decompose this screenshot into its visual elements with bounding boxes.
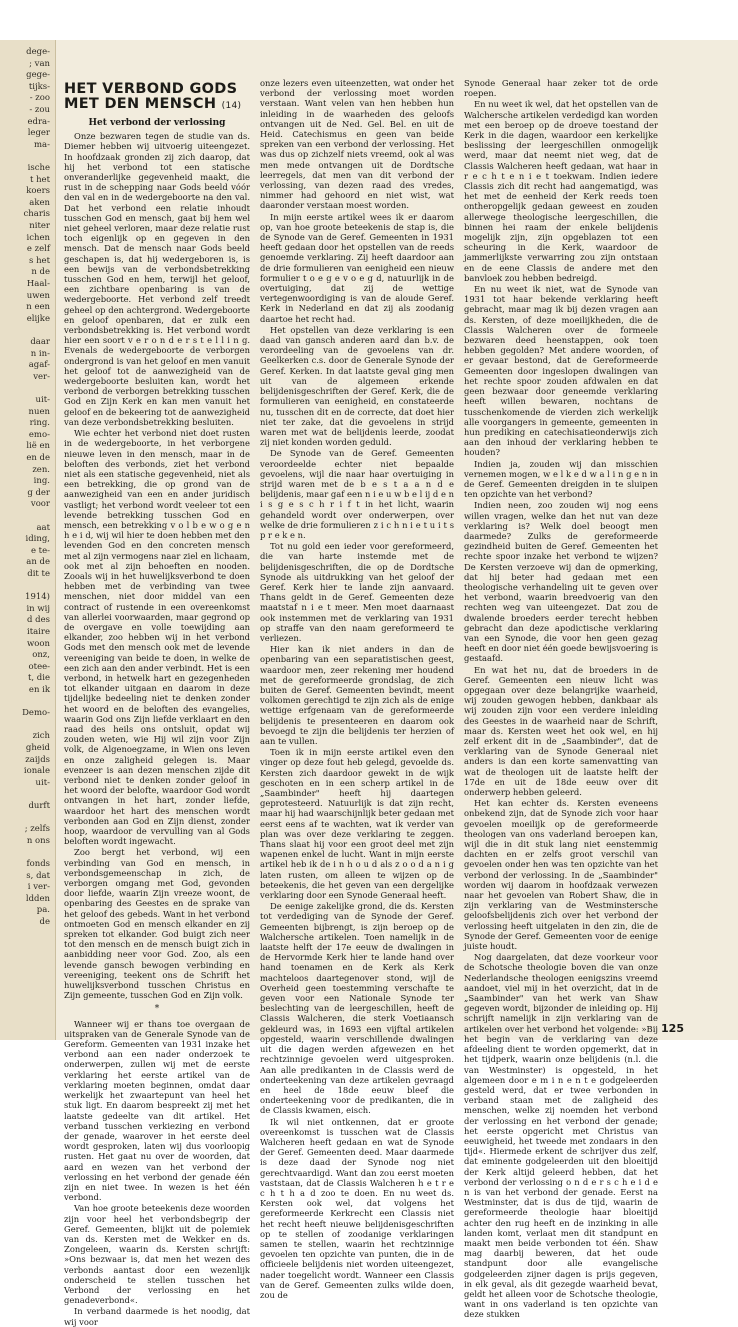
previous-page-margin <box>0 40 56 1040</box>
margin-fragment: 1914) <box>25 592 50 603</box>
margin-fragment: iding, <box>25 534 50 545</box>
margin-fragment: edra- <box>27 116 50 127</box>
margin-fragment: ma- <box>34 139 50 150</box>
page-number: 125 <box>661 1022 684 1035</box>
margin-fragment: nuen <box>28 406 50 417</box>
margin-fragment: itaire <box>26 627 50 637</box>
margin-fragment: uit- <box>35 395 50 405</box>
article-title-line-2: MET DEN MENSCH <box>64 96 217 112</box>
margin-fragment: uit- <box>35 777 50 788</box>
margin-fragment: aat <box>36 522 50 533</box>
paragraph: De Synode van de Geref. Gemeenten veroordeelde echter niet bepaalde gevoelens, wijl die naar haar overtuiging in strijd waren met de b e s t a a n d e belijdenis, maar gaf een n i e u w b e l ij d e n i s g e s c h r i f t in het licht, waarin gehandeld wordt over onderwerpen, over welke de drie formulieren z i c h n i e t u i t s p r e k e n. <box>260 448 454 540</box>
margin-fragment: otee- <box>28 661 50 672</box>
margin-fragment: koers <box>26 186 50 197</box>
paragraph: Wie echter het verbond niet doet rusten in de wedergeboorte, in het verborgene nieuwe leven in den mensch, maar in de beloften des verbonds, ziet het verbond niet als een statische gegevenheid, niet als een betrekking, die op grond van de aanwezigheid van een en ander juridisch vastligt; het verbond wordt veeleer tot een levende betrekking tusschen God en mensch, een betrekking v o l b e w o g e n h e i d, wij wil hier te doen hebben met den levenden God en den concreten mensch met al zijn vermogens naar ziel en lichaam, ook met al zijn behoeften en nooden. Zooals wij in het huwelijksverbond te doen hebben met de verbinding van twee menschen, niet door middel van een contract of rustende in een overeenkomst van allerlei voorwaarden, maar gegrond op de overgave en volle toewijding aan elkander, zoo hebben wij in het verbond Gods met den mensch ook met de levende vereeniging van beide te doen, in welke de een zich aan den ander verbindt. Het is een verbond, in hetwelk hart en gezegenheden tot elkander uitgaan en daarom in deze tijdelijke bedeeling niet te denken zonder het woord en de beloften des evangelies, waarin God ons Zijn liefde verklaart en den raad des heils ons ontsluit, opdat wij zouden weten, wie Hij wil zijn voor Zijn volk, de Algenoegzame, in Wien ons leven en onze zaligheid gelegen is. Maar evenzeer is aan dezen menschen zijde dit verbond niet te denken zonder geloof in het woord der belofte, waardoor God wordt ontvangen in het hart, zonder liefde, waardoor het hart des menschen wordt verbonden aan God en Zijn dienst, zonder hoop, waardoor de vervulling van al Gods beloften wordt ingewacht. <box>64 428 251 847</box>
margin-fragment: n de <box>31 267 50 278</box>
margin-fragment: e zelf <box>26 244 50 255</box>
paragraph: Toen ik in mijn eerste artikel even den vinger op deze fout heb gelegd, gevoelde ds. Kersten zich daardoor gewekt in de wijk geschoten en in een scherp artikel in de „Saambinder" heeft hij daartegen geprotesteerd. Natuurlijk is dat zijn recht, maar hij had waarschijnlijk beter gedaan met eerst eens af te wachten, wat ik verder van plan was over deze verklaring te zeggen. Thans slaat hij voor een groot deel met zijn wapenen enkel de lucht. Want in mijn eerste artikel heb ik de i n h o u d als z o o d a n i g laten rusten, om alleen te wijzen op de beteekenis, die het geven van een dergelijke verklaring door een Synode Generaal heeft. <box>260 747 454 901</box>
margin-fragment: durft <box>28 801 50 811</box>
paragraph: Tot nu gold een ieder voor gereformeerd, die van harte instemde met de belijdenisgeschriften, die op de Dordtsche Synode als uitdrukking van het geloof der Geref. Kerk hier te lande zijn aanvaard. Thans geldt in de Geref. Gemeenten deze maatstaf n i e t meer. Men moet daarnaast ook instemmen met de verklaring van 1931 op straffe van den naam gereformeerd te verliezen. <box>260 541 454 643</box>
margin-fragment: ionale <box>23 766 50 777</box>
margin-fragment: n ons <box>26 835 50 846</box>
journal-page <box>56 40 738 1327</box>
margin-fragment: zen. <box>32 464 50 475</box>
margin-fragment: ing. <box>33 476 50 487</box>
paragraph: Nog daargelaten, dat deze voorkeur voor de Schotsche theologie boven die van onze Nederlandsche theologen eenigszins vreemd aandoet, viel mij in het overzicht, dat in de „Saambinder" van het werk van Shaw gegeven wordt, bijzonder de inleiding op. Hij schrijft namelijk in zijn verklaring van de artikelen over het verbond het volgende: »Bij het begin van de verklaring van deze afdeeling dient te worden opgemerkt, dat in het tijdperk, waarin onze belijdenis (n.l. die van Westminster) is opgesteld, in het algemeen door e m i n e n t e godgeleerden gesteld werd, dat er twee verbonden in verband staan met de zaligheid des menschen, welke zij noemden het verbond der verlossing en het verbond der genade; het eerste opgericht met Christus van eeuwigheid, het tweede met zondaars in den tijd«. Hiermede erkent de schrijver dus zelf, dat eminente godgeleerden uit den bloeitijd der Kerk altijd geleerd hebben, dat het verbond der verlossing o n d e r s c h e i d e n is van het verbond der genade. Eerst na Westminster, dat is dus de tijd, waarin de gereformeerde theologie haar bloeitijd achter den rug heeft en de inzinking in alle landen komt, verlaat men dit standpunt en maakt men beide verbonden tot één. Shaw mag daarbij beweren, dat het oude standpunt door alle evangelische godgeleerden zijner dagen is prijs gegeven, in elk geval, als dit gezegde waarheid bevat, geldt het alleen voor de Schotsche theologie, want in ons vaderland is ten opzichte van deze stukken <box>464 952 658 1320</box>
margin-fragment: emo- <box>28 429 50 440</box>
margin-fragment: - zou <box>29 105 50 115</box>
margin-fragment: ldden <box>25 893 50 904</box>
margin-fragment: lië en <box>26 441 50 452</box>
margin-fragment: pa. <box>36 905 50 916</box>
paragraph: Ik wil niet ontkennen, dat er groote overeenkomst is tusschen wat de Classis Walcheren heeft gedaan en wat de Synode der Geref. Gemeenten deed. Maar daarmede is deze daad der Synode nog niet gerechtvaardigd. Want dan zou eerst moeten vaststaan, dat de Classis Walcheren h e t r e c h t h a d zoo te doen. En nu weet ds. Kersten ook wel, dat volgens het gereformeerde Kerkrecht een Classis niet het recht heeft nieuwe belijdenisgeschriften op te stellen of zoodanige verklaringen samen te stellen, waarin het rechtzinnige gevoelen ten opzichte van punten, die in de officieele belijdenis niet worden uiteengezet, nader toegelicht wordt. Wanneer een Classis van de Geref. Gemeenten zulks wilde doen, zou de <box>260 1116 454 1300</box>
margin-fragment: e te- <box>30 545 50 556</box>
margin-fragment: zaijds <box>25 754 50 765</box>
margin-fragment: an de <box>26 557 50 568</box>
margin-fragment: Haal- <box>26 279 50 289</box>
margin-fragment: Demo- <box>22 708 50 719</box>
paragraph: Indien ja, zouden wij dan misschien vernemen mogen, w e l k e d w a l i n g e n in de Geref. Gemeenten dreigden in te sluipen ten opzichte van het verbond? <box>464 458 658 500</box>
margin-fragment: agaf- <box>28 360 50 371</box>
paragraph: Zoo bergt het verbond, wij een verbinding van God en mensch, in verbondsgemeenschap in zich, de verborgen omgang met God, gevonden door liefde, waarin Zijn vreeze woont, de openbaring des Geestes en de sprake van het geloof des gebeds. Want in het verbond ontmoeten God en mensch elkander en zij spreken tot elkander. God buigt zich neer tot den mensch en de mensch buigt zich in aanbidding neer voor God. Zoo, als een levende gansch bewogen verbinding en vereeniging, teekent ons de Schrift het huwelijksverbond tusschen Christus en Zijn gemeente, tusschen God en Zijn volk. <box>64 847 250 1001</box>
paragraph: In mijn eerste artikel wees ik er daarom op, van hoe groote beteekenis de stap is, die de Synode van de Geref. Gemeenten in 1931 heeft gedaan door het opstellen van de reeds genoemde verklaring. Zij heeft daardoor aan de drie formulieren van eenigheid een nieuw formulier t o e g e v o e g d, natuurlijk in de overtuiging, dat zij de wettige vertegenwoordiging is van de aloude Geref. Kerk in Nederland en dat zij als zoodanig daartoe het recht had. <box>260 211 454 324</box>
paragraph: Indien neen, zoo zouden wij nog eens willen vragen, welke dan het nut van deze verklaring is? Welk doel beoogt men daarmede? Zulks de gereformeerde gezindheid buiten de Geref. Gemeenten het rechte spoor inzake het verbond te wijzen? De Kersten verzoeve wij dan de opmerking, dat hij beter had gedaan met een theologische verhandeling uit te geven over het verbond, waarin breedvoerig van den rechten weg van uiteengezet. Dat zou de dwalende broeders eerder terecht hebben gebracht dan deze apodictische verklaring van een Synode, die voor hen geen gezag heeft en door niet één goede bewijsvoering is gestaafd. <box>464 500 658 664</box>
margin-fragment: niter <box>29 221 50 231</box>
margin-fragment: uwen <box>26 290 50 301</box>
margin-fragment: i ver- <box>27 882 50 893</box>
margin-fragment: ; zelfs <box>24 824 50 835</box>
margin-fragment: gege- <box>26 70 50 81</box>
margin-fragment: onz, <box>32 650 50 661</box>
margin-fragment: daar <box>30 337 50 347</box>
margin-fragment: ; van <box>29 58 50 69</box>
col1-body-continued <box>64 1019 250 1327</box>
paragraph: onze lezers even uiteenzetten, wat onder het verbond der verlossing moet worden verstaan. Want velen van hen hebben hun inleiding in de waarheden des geloofs ontvangen uit de Ned. Gel. Bel. en uit de Heid. Catechismus en geen van beide spreken van een verbond der verlossing. Het was dus op zichzelf niets vreemd, ook al was men mede ontvangen uit de Dordtsche leerregels, dat men van dit verbond der verlossing, van dezen raad des vredes, nimmer had gehoord en niet wist, wat daaronder verstaan moest worden. <box>260 78 454 211</box>
margin-fragment: woon <box>27 638 50 649</box>
margin-fragment: de <box>39 917 50 927</box>
margin-fragment: s het <box>29 255 50 266</box>
paragraph: Onze bezwaren tegen de studie van ds. Diemer hebben wij uitvoerig uiteengezet. In hoofdzaak gronden zij zich daarop, dat hij het verbond tot een statische onveranderlijke gegevenheid maakt, die rust in de schepping naar Gods beeld vóór den val en in de wedergeboorte na den val. Dat het verbond een relatie inhoudt tusschen God en mensch, gaat bij hem wel niet geheel verloren, maar deze relatie rust toch eigenlijk op en gegeven in den mensch. Dat de mensch naar Gods beeld geschapen is, dat hij wedergeboren is, is een bewijs van de verbondsbetrekking tusschen God en hem, terwijl het geloof, een zichtbare openbaring is van de wedergeboorte. Het verbond zelf treedt geheel op den achtergrond. Wedergeboorte en geloof openbaren, dat er zulk een verbondsbetrekking is. Het verbond wordt hier een soort v e r o n d e r s t e l l i n g. Evenals de wedergeboorte de verborgen ondergrond is van het geloof en men vanuit het geloof tot de aanwezigheid van de wedergeboorte besluiten kan, wordt het verbond de verborgen betrekking tusschen God en Zijn Kerk en kan men vanuit het geloof en de bekeering tot de aanwezigheid van deze verbondsbetrekking besluiten. <box>64 131 251 427</box>
margin-fragment: - zoo <box>29 93 50 104</box>
margin-fragment: t, die <box>27 673 50 684</box>
margin-fragment: ver- <box>33 371 50 382</box>
paragraph: En wat het nu, dat de broeders in de Geref. Gemeenten een nieuw licht was opgegaan over deze belangrijke waarheid, wij zouden gewogen hebben, dankbaar als wij zouden zijn voor een verdere inleiding des Geestes in de waarheid naar de Schrift, maar ds. Kersten weet het ook wel, en hij zelf erkent dit in de „Saambinder", dat de verklaring van de Synode Generaal niet anders is dan een korte samenvatting van wat de theologen uit de laatste helft der 17de en uit de 18de eeuw over dit onderwerp hebben geleerd. <box>464 664 658 798</box>
paragraph: En nu weet ik wel, dat het opstellen van de Walchersche artikelen verdedigd kan worden met een beroep op de droeve toestand der Kerk in die dagen, waardoor een kerkelijke beslissing der leergeschillen onmogelijk werd, maar dat neemt niet weg, dat de Classis Walcheren heeft gedaan, wat haar in r e c h t e n i e t toekwam. Indien iedere Classis zich dit recht had aangematigd, was het met de eenheid der Kerk reeds toen ontheropgelijk gedaan geweest en zouden allerwege theologische leergeschillen, die binnen hei raam der enkele belijdenis mogelijk zijn, zijn opgeblazen tot een scheuring in die Kerk, waardoor de jammerlijkste verwarring zou zijn ontstaan en de eene Classis de andere met den banvloek zou hebben bedreigd. <box>464 99 658 283</box>
margin-fragment: zich <box>32 731 50 742</box>
margin-fragment: dit te <box>27 569 50 579</box>
margin-fragment: en ik <box>28 685 50 695</box>
margin-fragment: g der <box>27 487 50 498</box>
section-heading: Het verbond der verlossing <box>88 118 226 128</box>
margin-fragment: tijks- <box>28 81 50 92</box>
paragraph: Van hoe groote beteekenis deze woorden zijn voor heel het verbondsbegrip der Geref. Gemeenten, blijkt uit de polemiek van ds. Kersten met de Wekker en ds. Zongeleen, waarin ds. Kersten schrijft: »Ons bezwaar is, dat men het wezen des verbonds aantast door een wezenlijk onderscheid te stellen tusschen het Verbond der verlossing en het genadeverbond«. <box>64 1203 250 1306</box>
margin-fragment: leger <box>27 128 50 139</box>
margin-fragment: elijke <box>26 313 50 324</box>
section-separator: * <box>154 1004 160 1015</box>
margin-fragment: aken <box>29 197 50 208</box>
margin-fragment: d des <box>27 615 50 626</box>
col1-body <box>64 131 250 1000</box>
margin-fragment: ring. <box>29 418 50 429</box>
margin-fragment: en de <box>26 453 50 463</box>
article-title <box>64 82 250 114</box>
margin-fragment: ichen <box>26 232 50 243</box>
margin-fragment: t het <box>29 174 50 185</box>
paragraph: Het kan echter ds. Kersten eveneens onbekend zijn, dat de Synode zich voor haar gevoelen moeilijk op de gereformeerde theologen van ons vaderland beroepen kan, wijl die in dit stuk lang niet eenstemmig dachten en er zelfs groot verschil van gevoelen onder hen was ten opzichte van het verbond der verlossing. In de „Saambinder" worden wij daarom in hoofdzaak verwezen naar het gevoelen van Robert Shaw, die in zijn verklaring van de Westminstersche geloofsbelijdenis zich over het verbond der verlossing heeft uitgelaten in den zin, die de Synode der Geref. Gemeenten voor de eenige juiste houdt. <box>464 798 658 952</box>
margin-fragment: s, dat <box>26 870 50 881</box>
paragraph: In verband daarmede is het noodig, dat wij voor <box>64 1306 250 1327</box>
article-issue-number: (14) <box>221 101 242 111</box>
paragraph: En nu weet ik niet, wat de Synode van 1931 tot haar bekende verklaring heeft gebracht, maar mag ik bij dezen vragen aan ds. Kersten, of deze moeilijkheden, die de Classis Walcheren over de formeele bezwaren deed heenstappen, ook toen hebben gegolden? Met andere woorden, of er gevaar bestond, dat de Gereformeerde Gemeenten door ingeslopen dwalingen van het rechte spoor zouden afdwalen en dat geen bezwaar door geneemde verklaring heeft willen bewaren, nochtans de tusschenkomende de vierden zich werkelijk alle voorgangers in gemeente, gemeenten in hun prediking en catechisatieonderwijs zich aan den inhoud der verklaring hebben te houden? <box>464 284 658 458</box>
margin-fragment: n in- <box>30 348 50 359</box>
margin-fragment: ische <box>27 163 50 173</box>
margin-fragment: fonds <box>26 859 50 869</box>
margin-fragment: in wij <box>26 603 50 614</box>
paragraph: Het opstellen van deze verklaring is een daad van gansch anderen aard dan b.v. de verordeeling van de gevoelens van dr. Geelkerken c.s. door de Generale Synode der Geref. Kerken. In dat laatste geval ging men uit van de algemeen erkende belijdenisgeschriften der Geref. Kerk, die de formulieren van eenigheid, en constateerde nu, tusschen dit en de correcte, dat doet hier niet ter zake, dat die gevoelens in strijd waren met wat de belijdenis leerde, zoodat zij niet konden worden geduld. <box>260 324 454 448</box>
column-3 <box>464 78 658 1320</box>
paragraph: Wanneer wij er thans toe overgaan de uitspraken van de Generale Synode van de Gereform. Gemeenten van 1931 inzake het verbond aan een nader onderzoek te onderwerpen, zullen wij met de eerste verklaring het eerste artikel van de verklaring moeten beginnen, omdat daar werkelijk het zwaartepunt van heel het stuk ligt. En daarom bespreekt zij met het laatste gedeelte van dit artikel. Het verband tusschen verkiezing en verbond der genade, waarover in het eerste deel wordt gesproken, laten wij dus voorloopig rusten. Het gaat nu over de woorden, dat aard en wezen van het verbond der verlossing en het verbond der genade één zijn en niet twee. In wezen is het één verbond. <box>64 1018 250 1203</box>
paragraph: Synode Generaal haar zeker tot de orde roepen. <box>464 78 658 99</box>
margin-fragment: n een <box>26 302 50 313</box>
paragraph: De eenige zakelijke grond, die ds. Kersten tot verdediging van de Synode der Geref. Gemeenten bijbrengt, is zijn beroep op de Walchersche artikelen. Toen namelijk in de laatste helft der 17e eeuw de dwalingen in de Hervormde Kerk hier te lande hand over hand toenamen en de Kerk als Kerk machteloos daartegenover stond, wijl de Overheid geen toestemming verschafte te geven voor een Nationale Synode ter beslechting van de leergeschillen, heeft de Classis Walcheren, die sterk Voetiaansch gekleurd was, in 1693 een vijftal artikelen opgesteld, waarin verschillende dwalingen uit die dagen werden afgewezen en het rechtzinnige gevoelen werd uitgesproken. Aan alle predikanten in de Classis werd de onderteekening van deze artikelen gevraagd en heel de 18de eeuw bleef die onderteekening voor de predikanten, die in de Classis kwamen, eisch. <box>260 901 454 1116</box>
margin-fragment: gheid <box>25 743 50 753</box>
margin-fragment: dege- <box>26 47 50 57</box>
article-title-line-1: HET VERBOND GODS <box>64 81 238 97</box>
column-1 <box>64 81 251 1327</box>
column-2 <box>260 78 454 1300</box>
margin-fragment: charis <box>23 209 50 220</box>
paragraph: Hier kan ik niet anders in dan de openbaring van een separatistischen geest, waardoor men, zeer rekening mer houdend met de gereformeerde grondslag, de zich buiten de Geref. Gemeenten bevindt, meent volkomen gerechtigd te zijn zich als de enige wettige erfgenaam van de gereformeerde belijdenis te presenteeren en daarom ook bevoegd te zijn die belijdenis ter herzien of aan te vullen. <box>260 644 454 746</box>
margin-fragment: voor <box>30 499 50 510</box>
